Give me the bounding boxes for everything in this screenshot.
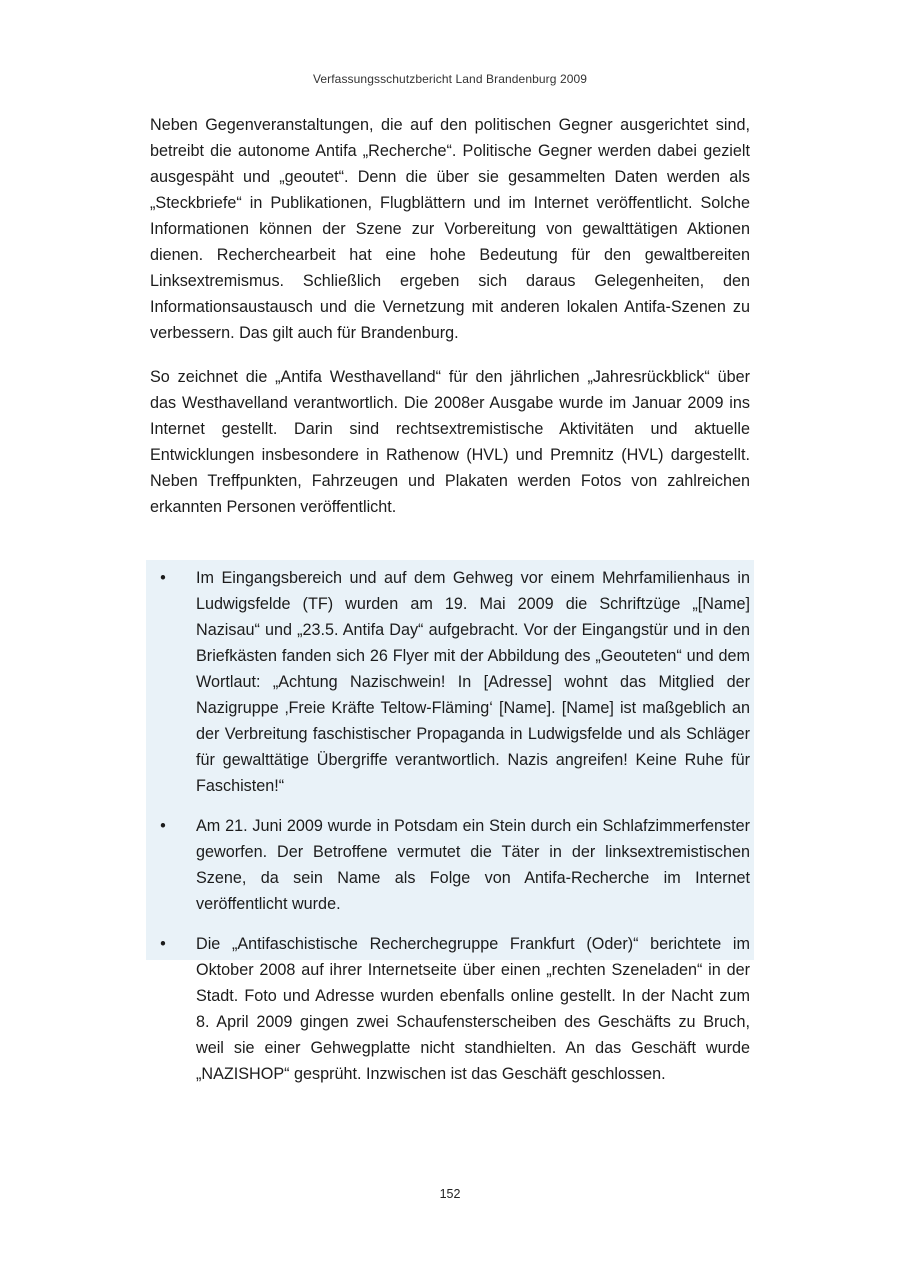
paragraph-antifa-westhavelland: So zeichnet die „Antifa Westhavelland“ für den jährlichen „Jahresrückblick“ über das Westhavelland verantwortlich. Die 2008er Ausgabe wurde im Januar 2009 ins Internet gestellt. Darin sind rechtsextremistische Aktivitäten und aktuelle Entwicklungen insbesondere in Rathenow (HVL) und Premnitz (HVL) dargestellt. Neben Treffpunkten, Fahrzeugen und Plakaten werden Fotos von zahlreichen erkannten Personen veröffentlicht. [150,368,750,516]
bullet-icon: • [160,817,166,835]
list-item-text: Im Eingangsbereich und auf dem Gehweg vor einem Mehrfamilienhaus in Ludwigsfelde (TF) wurden am 19. Mai 2009 die Schriftzüge „[Name] Nazisau“ und „23.5. Antifa Day“ aufgebracht. Vor der Eingangstür und in den Briefkästen fanden sich 26 Flyer mit der Abbildung des „Geouteten“ und dem Wortlaut: „Achtung Nazischwein! In [Adresse] wohnt das Mitglied der Nazigruppe ‚Freie Kräfte Teltow-Fläming‘ [Name]. [Name] ist maßgeblich an der Verbreitung faschistischer Propaganda in Ludwigsfelde und als Schläger für gewalttätige Übergriffe verantwortlich. Nazis angreifen! Keine Ruhe für Faschisten!“ [196,569,750,795]
list-item [150,813,750,917]
list-item-text: Die „Antifaschistische Recherchegruppe Frankfurt (Oder)“ berichtete im Oktober 2008 auf ihrer Internetseite über einen „rechten Szeneladen“ in der Stadt. Foto und Adresse wurden ebenfalls online gestellt. In der Nacht zum 8. April 2009 gingen zwei Schaufensterscheiben des Geschäfts zu Bruch, weil sie einer Gehwegplatte nicht standhielten. An das Geschäft wurde „NAZISHOP“ gesprüht. Inzwischen ist das Geschäft geschlossen. [196,935,750,1083]
example-cases-list [150,565,750,1087]
bullet-icon: • [160,569,166,587]
page-header: Verfassungsschutzbericht Land Brandenburg 2009 [312,72,588,86]
body-text [150,112,750,520]
list-item [150,931,750,1087]
page-number: 152 [439,1187,461,1201]
list-item [150,565,750,799]
paragraph-antifa-recherche: Neben Gegenveranstaltungen, die auf den politischen Gegner ausgerichtet sind, betreibt die autonome Antifa „Recherche“. Politische Gegner werden dabei gezielt ausgespäht und „geoutet“. Denn die über sie gesammelten Daten werden als „Steckbriefe“ in Publikationen, Flugblättern und im Internet veröffentlicht. Solche Informationen können der Szene zur Vorbereitung von gewalttätigen Aktionen dienen. Recherchearbeit hat eine hohe Bedeutung für den gewaltbereiten Linksextremismus. Schließlich ergeben sich daraus Gelegenheiten, den Informationsaustausch und die Vernetzung mit anderen lokalen Antifa-Szenen zu verbessern. Das gilt auch für Brandenburg. [150,116,750,342]
list-item-text: Am 21. Juni 2009 wurde in Potsdam ein Stein durch ein Schlafzimmerfenster geworfen. Der Betroffene vermutet die Täter in der linksextremistischen Szene, da sein Name als Folge von Antifa-Recherche im Internet veröffentlicht wurde. [196,817,750,913]
bullet-icon: • [160,935,166,953]
